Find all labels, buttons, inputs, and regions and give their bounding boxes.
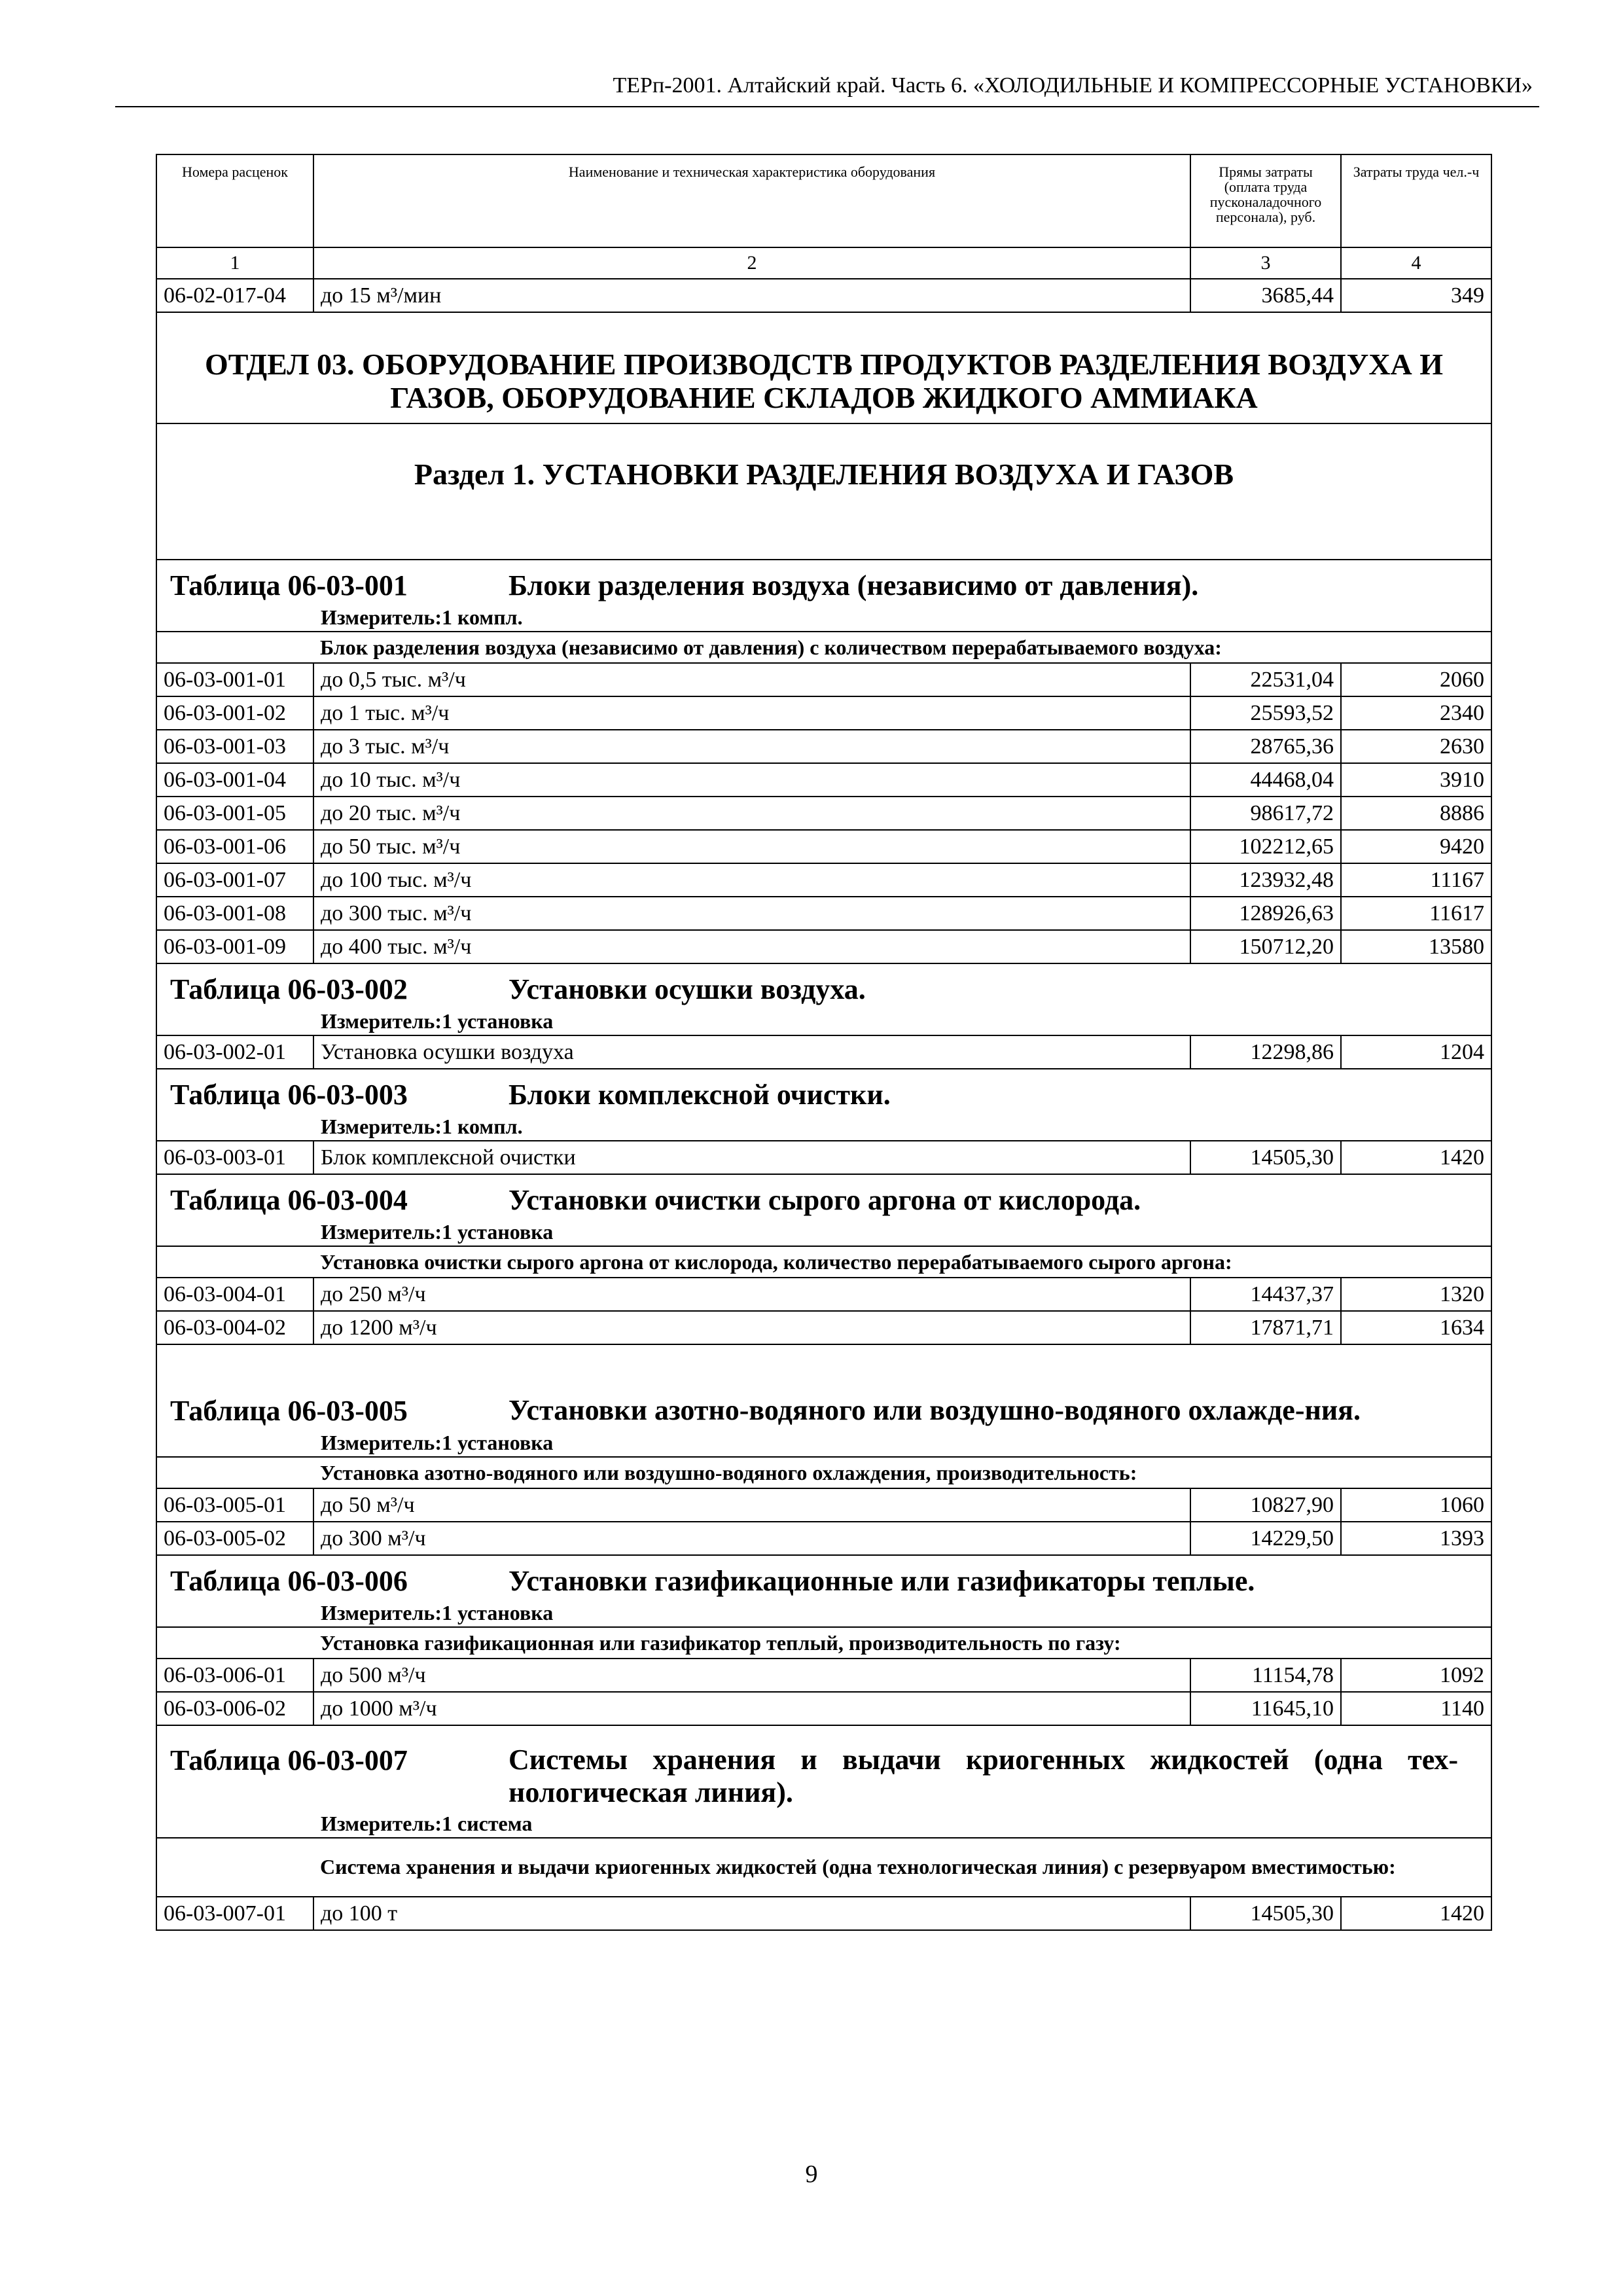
row-code: 06-03-005-01 (156, 1488, 313, 1522)
tables-body (156, 560, 1491, 1930)
row-code: 06-03-001-02 (156, 696, 313, 730)
table-title (156, 1555, 1491, 1598)
price-table (156, 154, 1492, 1931)
table-intro: Установка газификационная или газификатор теплый, производительность по газу: (313, 1627, 1491, 1659)
row-name: до 0,5 тыс. м³/ч (313, 663, 1190, 696)
column-number: 4 (1341, 247, 1491, 279)
row-code: 06-03-003-01 (156, 1141, 313, 1174)
row-cost: 150712,20 (1190, 930, 1341, 963)
meter-row (156, 602, 1491, 632)
row-name: до 100 тыс. м³/ч (313, 863, 1190, 897)
row-name: Установка осушки воздуха (313, 1035, 1190, 1069)
row-cost: 14437,37 (1190, 1278, 1341, 1311)
row-code: 06-03-001-05 (156, 797, 313, 830)
table-title-text: Установки азотно-водяного или воздушно-водяного охлажде-ния. (508, 1394, 1361, 1426)
row-name: до 100 т (313, 1897, 1190, 1930)
table-meter: Измеритель:1 установка (156, 1006, 1491, 1035)
row-code: 06-03-006-01 (156, 1659, 313, 1692)
section-heading-row (156, 423, 1491, 560)
row-code: 06-03-002-01 (156, 1035, 313, 1069)
column-number: 1 (156, 247, 313, 279)
row-code: 06-03-001-09 (156, 930, 313, 963)
row-cost: 22531,04 (1190, 663, 1341, 696)
row-labor: 1420 (1341, 1141, 1491, 1174)
table-row (156, 279, 1491, 312)
row-cost: 12298,86 (1190, 1035, 1341, 1069)
table-row (156, 1522, 1491, 1555)
row-code: 06-03-001-07 (156, 863, 313, 897)
row-code: 06-03-004-02 (156, 1311, 313, 1344)
page-header-title: ТЕРп-2001. Алтайский край. Часть 6. «ХОЛОДИЛЬНЫЕ И КОМПРЕССОРНЫЕ УСТАНОВКИ» (613, 73, 1533, 98)
table-intro: Система хранения и выдачи криогенных жидкостей (одна технологическая линия) с резервуаром вместимостью: (313, 1838, 1491, 1897)
row-labor: 1634 (1341, 1311, 1491, 1344)
row-code: 06-03-004-01 (156, 1278, 313, 1311)
table-row (156, 696, 1491, 730)
row-labor: 11167 (1341, 863, 1491, 897)
table-row (156, 763, 1491, 797)
row-name: Блок комплексной очистки (313, 1141, 1190, 1174)
row-labor: 1420 (1341, 1897, 1491, 1930)
table-number: Таблица 06-03-001 (170, 569, 408, 601)
table-row (156, 1692, 1491, 1725)
table-title-text: Блоки комплексной очистки. (508, 1079, 891, 1111)
intro-spacer (156, 1246, 313, 1278)
table-header-row (156, 154, 1491, 247)
table-row (156, 863, 1491, 897)
table-title-text: Системы хранения и выдачи криогенных жидкостей (одна тех-нологическая линия). (508, 1744, 1458, 1808)
table-title-text: Установки газификационные или газификаторы теплые. (508, 1565, 1255, 1597)
header-col-codes: Номера расценок (156, 154, 313, 247)
row-cost: 123932,48 (1190, 863, 1341, 897)
meter-row (156, 1427, 1491, 1457)
table-title-row (156, 1069, 1491, 1111)
table-title-row (156, 1344, 1491, 1427)
table-meter: Измеритель:1 установка (156, 1427, 1491, 1457)
table-intro: Установка очистки сырого аргона от кислорода, количество перерабатываемого сырого аргона: (313, 1246, 1491, 1278)
table-title (156, 560, 1491, 602)
header-col-labor: Затраты труда чел.-ч (1341, 154, 1491, 247)
row-cost: 11154,78 (1190, 1659, 1341, 1692)
table-meter: Измеритель:1 компл. (156, 1111, 1491, 1141)
table-title-row (156, 1174, 1491, 1217)
intro-row (156, 1627, 1491, 1659)
row-name: до 250 м³/ч (313, 1278, 1190, 1311)
table-title (156, 1069, 1491, 1111)
intro-row (156, 1838, 1491, 1897)
table-title (156, 1174, 1491, 1217)
row-cost: 17871,71 (1190, 1311, 1341, 1344)
meter-row (156, 1111, 1491, 1141)
row-name: до 50 тыс. м³/ч (313, 830, 1190, 863)
row-code: 06-03-001-01 (156, 663, 313, 696)
row-cost: 11645,10 (1190, 1692, 1341, 1725)
column-number-row (156, 247, 1491, 279)
row-code: 06-03-005-02 (156, 1522, 313, 1555)
intro-spacer (156, 632, 313, 663)
column-number: 2 (313, 247, 1190, 279)
row-labor: 1393 (1341, 1522, 1491, 1555)
row-code: 06-03-001-04 (156, 763, 313, 797)
row-cost: 14229,50 (1190, 1522, 1341, 1555)
intro-row (156, 1457, 1491, 1488)
row-labor: 1060 (1341, 1488, 1491, 1522)
row-code: 06-03-001-08 (156, 897, 313, 930)
row-labor: 2340 (1341, 696, 1491, 730)
table-row (156, 1488, 1491, 1522)
row-labor: 9420 (1341, 830, 1491, 863)
row-code: 06-03-007-01 (156, 1897, 313, 1930)
meter-row (156, 1006, 1491, 1035)
row-name: до 300 м³/ч (313, 1522, 1190, 1555)
table-title-row (156, 1725, 1491, 1808)
table-title (156, 963, 1491, 1006)
row-code: 06-02-017-04 (156, 279, 313, 312)
page-number: 9 (805, 2161, 818, 2188)
row-cost: 14505,30 (1190, 1141, 1341, 1174)
intro-spacer (156, 1627, 313, 1659)
row-labor: 2630 (1341, 730, 1491, 763)
table-intro: Блок разделения воздуха (независимо от давления) с количеством перерабатываемого воздуха: (313, 632, 1491, 663)
row-cost: 44468,04 (1190, 763, 1341, 797)
table-meter: Измеритель:1 компл. (156, 602, 1491, 632)
meter-row (156, 1808, 1491, 1838)
table-title-row (156, 963, 1491, 1006)
table-number: Таблица 06-03-002 (170, 973, 408, 1005)
row-code: 06-03-001-06 (156, 830, 313, 863)
row-code: 06-03-006-02 (156, 1692, 313, 1725)
header-col-name: Наименование и техническая характеристика оборудования (313, 154, 1190, 247)
table-title-text: Установки осушки воздуха. (508, 973, 866, 1005)
row-labor: 13580 (1341, 930, 1491, 963)
table-title-row (156, 560, 1491, 602)
table-title-text: Блоки разделения воздуха (независимо от давления). (508, 569, 1199, 601)
row-labor: 349 (1341, 279, 1491, 312)
row-labor: 1092 (1341, 1659, 1491, 1692)
row-cost: 28765,36 (1190, 730, 1341, 763)
table-number: Таблица 06-03-004 (170, 1184, 408, 1216)
table-title (156, 1725, 1491, 1808)
intro-spacer (156, 1838, 313, 1897)
table-number: Таблица 06-03-007 (170, 1744, 408, 1777)
row-name: до 400 тыс. м³/ч (313, 930, 1190, 963)
table-row (156, 663, 1491, 696)
row-name: до 10 тыс. м³/ч (313, 763, 1190, 797)
intro-row (156, 1246, 1491, 1278)
table-number: Таблица 06-03-005 (170, 1395, 408, 1427)
table-row (156, 797, 1491, 830)
meter-row (156, 1217, 1491, 1246)
row-name: до 500 м³/ч (313, 1659, 1190, 1692)
row-name: до 15 м³/мин (313, 279, 1190, 312)
table-title-text: Установки очистки сырого аргона от кислорода. (508, 1184, 1141, 1216)
department-heading: ОТДЕЛ 03. ОБОРУДОВАНИЕ ПРОИЗВОДСТВ ПРОДУКТОВ РАЗДЕЛЕНИЯ ВОЗДУХА И ГАЗОВ, ОБОРУДОВАНИЕ СКЛАДОВ ЖИДКОГО АММИАКА (156, 312, 1491, 423)
row-cost: 98617,72 (1190, 797, 1341, 830)
row-labor: 11617 (1341, 897, 1491, 930)
section-heading: Раздел 1. УСТАНОВКИ РАЗДЕЛЕНИЯ ВОЗДУХА И ГАЗОВ (156, 423, 1491, 560)
row-name: до 50 м³/ч (313, 1488, 1190, 1522)
table-row (156, 1141, 1491, 1174)
table-row (156, 1035, 1491, 1069)
row-labor: 1140 (1341, 1692, 1491, 1725)
row-name: до 1 тыс. м³/ч (313, 696, 1190, 730)
row-cost: 3685,44 (1190, 279, 1341, 312)
table-meter: Измеритель:1 система (156, 1808, 1491, 1838)
row-name: до 1000 м³/ч (313, 1692, 1190, 1725)
table-row (156, 1897, 1491, 1930)
table-meter: Измеритель:1 установка (156, 1217, 1491, 1246)
row-labor: 1204 (1341, 1035, 1491, 1069)
table-row (156, 830, 1491, 863)
row-name: до 3 тыс. м³/ч (313, 730, 1190, 763)
row-cost: 14505,30 (1190, 1897, 1341, 1930)
table-row (156, 1659, 1491, 1692)
row-labor: 1320 (1341, 1278, 1491, 1311)
page-header (115, 71, 1539, 107)
table-row (156, 730, 1491, 763)
row-cost: 10827,90 (1190, 1488, 1341, 1522)
row-cost: 25593,52 (1190, 696, 1341, 730)
table-number: Таблица 06-03-003 (170, 1079, 408, 1111)
table-row (156, 1311, 1491, 1344)
row-labor: 8886 (1341, 797, 1491, 830)
row-code: 06-03-001-03 (156, 730, 313, 763)
table-intro: Установка азотно-водяного или воздушно-водяного охлаждения, производительность: (313, 1457, 1491, 1488)
table-title-row (156, 1555, 1491, 1598)
table-row (156, 930, 1491, 963)
row-name: до 20 тыс. м³/ч (313, 797, 1190, 830)
row-cost: 102212,65 (1190, 830, 1341, 863)
table-row (156, 897, 1491, 930)
table-title (156, 1344, 1491, 1427)
table-number: Таблица 06-03-006 (170, 1565, 408, 1597)
row-name: до 1200 м³/ч (313, 1311, 1190, 1344)
column-number: 3 (1190, 247, 1341, 279)
table-meter: Измеритель:1 установка (156, 1598, 1491, 1627)
row-labor: 3910 (1341, 763, 1491, 797)
department-heading-row (156, 312, 1491, 423)
row-labor: 2060 (1341, 663, 1491, 696)
meter-row (156, 1598, 1491, 1627)
header-col-cost: Прямы затраты (оплата труда пусконаладочного персонала), руб. (1190, 154, 1341, 247)
table-row (156, 1278, 1491, 1311)
intro-spacer (156, 1457, 313, 1488)
intro-row (156, 632, 1491, 663)
row-name: до 300 тыс. м³/ч (313, 897, 1190, 930)
row-cost: 128926,63 (1190, 897, 1341, 930)
